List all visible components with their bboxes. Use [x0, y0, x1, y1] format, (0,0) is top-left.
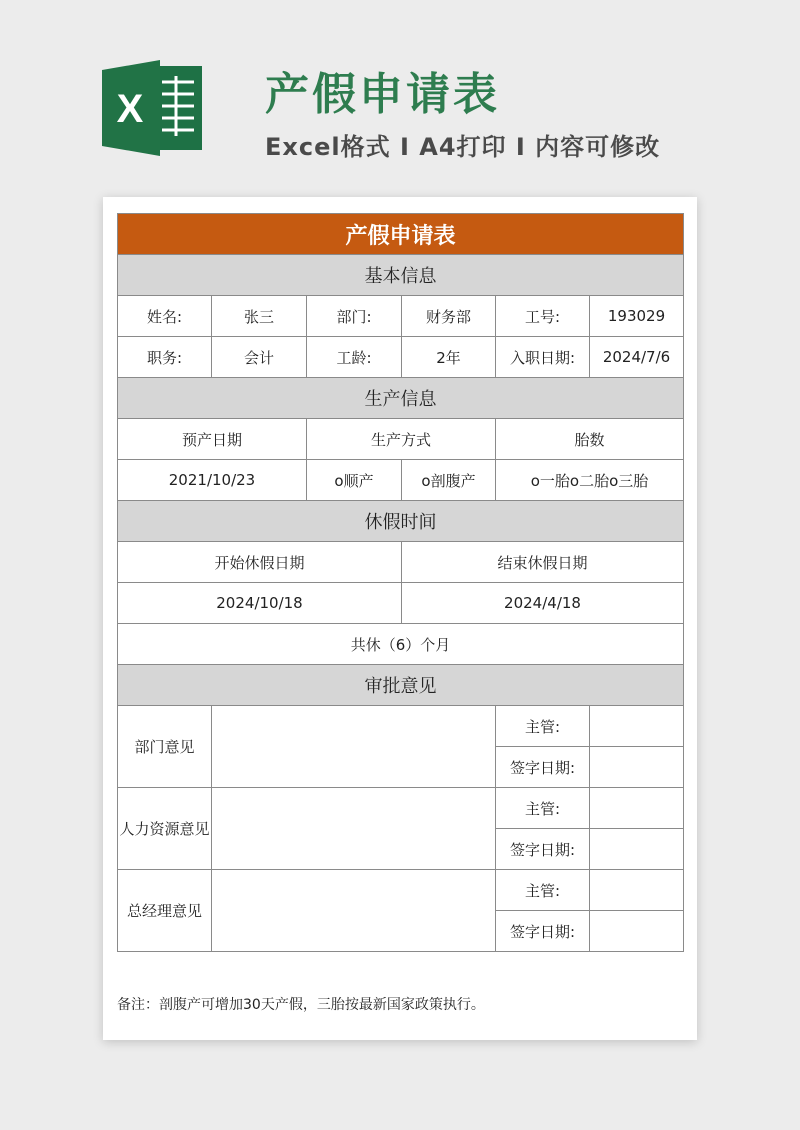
page-subtitle: Excel格式 I A4打印 I 内容可修改 [265, 133, 661, 161]
section-approval [118, 665, 684, 706]
end-date-label: 结束休假日期 [402, 542, 684, 583]
name-label: 姓名: [118, 296, 212, 337]
page-title: 产假申请表 [265, 69, 500, 120]
section-leave [118, 501, 684, 542]
position-label: 职务: [118, 337, 212, 378]
table-row [118, 542, 684, 583]
due-date-value[interactable]: 2021/10/23 [118, 460, 307, 501]
position-value[interactable]: 会计 [212, 337, 307, 378]
start-date-label: 开始休假日期 [118, 542, 402, 583]
form-sheet [117, 213, 683, 952]
end-date-value[interactable]: 2024/4/18 [402, 583, 684, 624]
due-date-label: 预产日期 [118, 419, 307, 460]
hr-supervisor-field[interactable] [590, 788, 684, 829]
table-row [118, 870, 684, 911]
hr-opinion-field[interactable] [212, 788, 496, 870]
form-title: 产假申请表 [118, 214, 684, 255]
section-leave-title: 休假时间 [118, 501, 684, 542]
section-basic [118, 255, 684, 296]
dept-supervisor-field[interactable] [590, 706, 684, 747]
name-value[interactable]: 张三 [212, 296, 307, 337]
table-row [118, 296, 684, 337]
start-date-value[interactable]: 2024/10/18 [118, 583, 402, 624]
dept-sign-date-field[interactable] [590, 747, 684, 788]
dept-value[interactable]: 财务部 [402, 296, 496, 337]
table-row [118, 583, 684, 624]
table-row [118, 624, 684, 665]
gm-opinion-field[interactable] [212, 870, 496, 952]
hire-date-label: 入职日期: [496, 337, 590, 378]
leave-total[interactable]: 共休（6）个月 [118, 624, 684, 665]
tenure-value[interactable]: 2年 [402, 337, 496, 378]
hr-opinion-label: 人力资源意见 [118, 788, 212, 870]
logo-letter: X [116, 87, 144, 131]
table-row [118, 419, 684, 460]
birth-method-label: 生产方式 [307, 419, 496, 460]
table-row [118, 706, 684, 747]
section-birth [118, 378, 684, 419]
leave-application-table [117, 213, 684, 952]
section-basic-title: 基本信息 [118, 255, 684, 296]
fetus-count-label: 胎数 [496, 419, 684, 460]
section-birth-title: 生产信息 [118, 378, 684, 419]
section-approval-title: 审批意见 [118, 665, 684, 706]
dept-sign-date-label: 签字日期: [496, 747, 590, 788]
gm-supervisor-field[interactable] [590, 870, 684, 911]
tenure-label: 工龄: [307, 337, 402, 378]
method-natural-option[interactable]: o顺产 [307, 460, 402, 501]
form-paper [103, 197, 697, 1040]
dept-supervisor-label: 主管: [496, 706, 590, 747]
gm-sign-date-field[interactable] [590, 911, 684, 952]
hr-sign-date-field[interactable] [590, 829, 684, 870]
form-title-row [118, 214, 684, 255]
hire-date-value[interactable]: 2024/7/6 [590, 337, 684, 378]
gm-supervisor-label: 主管: [496, 870, 590, 911]
form-note: 备注：剖腹产可增加30天产假，三胎按最新国家政策执行。 [117, 997, 485, 1013]
employee-id-label: 工号: [496, 296, 590, 337]
table-row [118, 337, 684, 378]
excel-logo-icon [102, 60, 206, 156]
method-cesarean-option[interactable]: o剖腹产 [402, 460, 496, 501]
employee-id-value[interactable]: 193029 [590, 296, 684, 337]
gm-opinion-label: 总经理意见 [118, 870, 212, 952]
table-row [118, 460, 684, 501]
dept-opinion-label: 部门意见 [118, 706, 212, 788]
dept-label: 部门: [307, 296, 402, 337]
fetus-count-options[interactable]: o一胎o二胎o三胎 [496, 460, 684, 501]
table-row [118, 788, 684, 829]
gm-sign-date-label: 签字日期: [496, 911, 590, 952]
hr-supervisor-label: 主管: [496, 788, 590, 829]
hr-sign-date-label: 签字日期: [496, 829, 590, 870]
dept-opinion-field[interactable] [212, 706, 496, 788]
